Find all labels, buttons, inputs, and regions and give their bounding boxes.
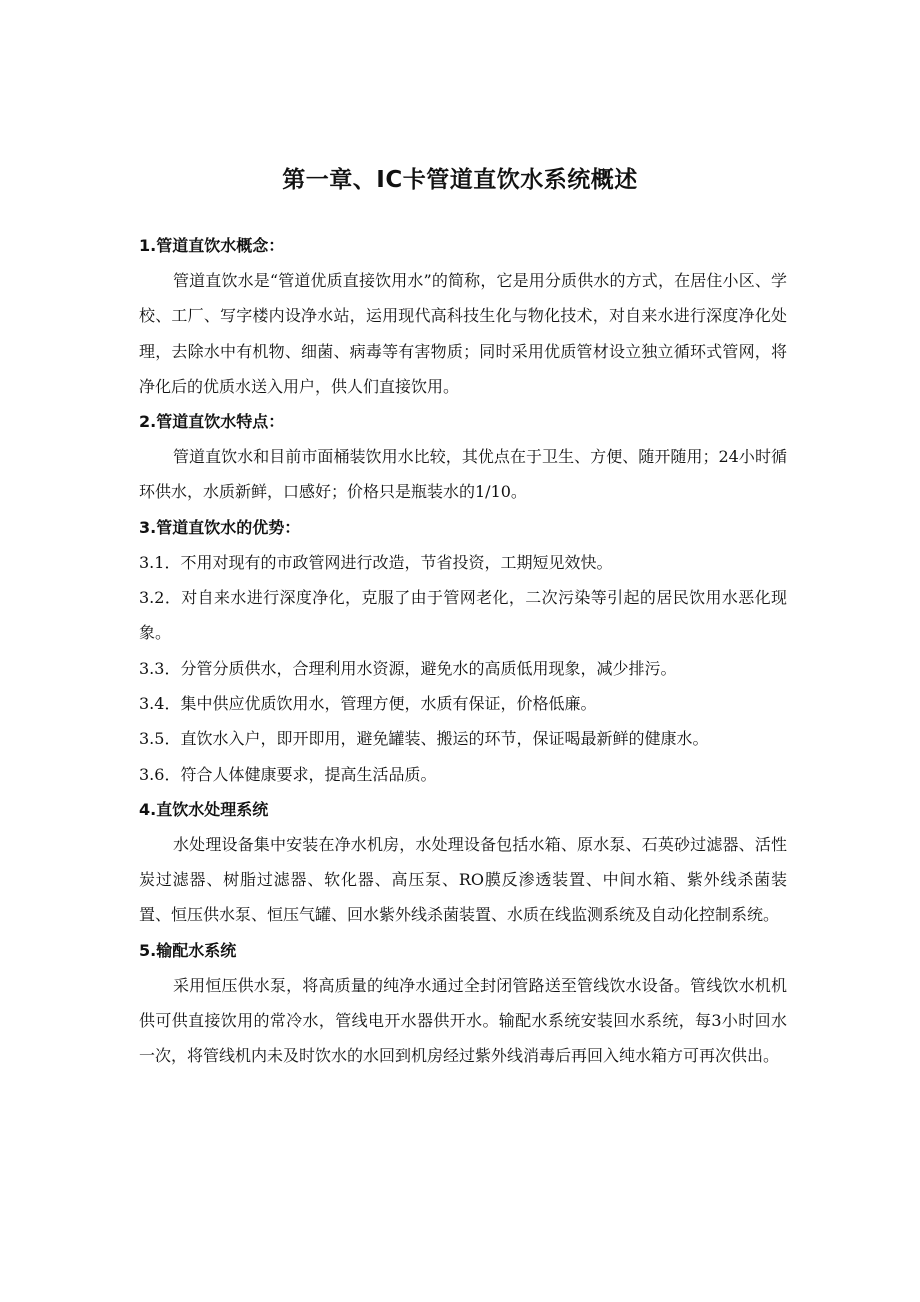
advantage-item: 3.4．集中供应优质饮用水，管理方便，水质有保证，价格低廉。 (139, 693, 597, 713)
advantage-item: 3.3．分管分质供水，合理利用水资源，避免水的高质低用现象，减少排污。 (139, 658, 677, 678)
advantage-item: 3.5．直饮水入户，即开即用，避免罐装、搬运的环节，保证喝最新鲜的健康水。 (139, 729, 709, 749)
advantage-item: 3.1．不用对现有的市政管网进行改造，节省投资，工期短见效快。 (139, 552, 613, 572)
document-body (139, 228, 787, 1074)
section-paragraph-treatment: 水处理设备集中安装在净水机房，水处理设备包括水箱、原水泵、石英砂过滤器、活性炭过滤器、树脂过滤器、软化器、高压泵、RO膜反渗透装置、中间水箱、紫外线杀菌装置、恒压供水泵、恒压气罐、回水紫外线杀菌装置、水质在线监测系统及自动化控制系统。 (139, 834, 787, 925)
advantage-item: 3.6．符合人体健康要求，提高生活品质。 (139, 764, 437, 784)
section-paragraph-concept: 管道直饮水是“管道优质直接饮用水”的简称，它是用分质供水的方式，在居住小区、学校、工厂、写字楼内设净水站，运用现代高科技生化与物化技术，对自来水进行深度净化处理，去除水中有机物、细菌、病毒等有害物质；同时采用优质管材设立独立循环式管网，将净化后的优质水送入用户，供人们直接饮用。 (139, 271, 787, 396)
chapter-title: 第一章、IC卡管道直饮水系统概述 (282, 167, 638, 193)
section-heading-treatment: 4.直饮水处理系统 (139, 799, 269, 819)
section-heading-features: 2.管道直饮水特点： (139, 412, 285, 432)
section-heading-distribution: 5.输配水系统 (139, 940, 237, 960)
advantage-item: 3.2．对自来水进行深度净化，克服了由于管网老化，二次污染等引起的居民饮用水恶化现象。 (139, 588, 787, 643)
section-heading-concept: 1.管道直饮水概念： (139, 236, 285, 255)
section-paragraph-distribution: 采用恒压供水泵，将高质量的纯净水通过全封闭管路送至管线饮水设备。管线饮水机机供可供直接饮用的常冷水，管线电开水器供开水。输配水系统安装回水系统，每3小时回水一次，将管线机内未及时饮水的水回到机房经过紫外线消毒后再回入纯水箱方可再次供出。 (139, 975, 787, 1066)
section-heading-advantages: 3.管道直饮水的优势： (139, 517, 301, 537)
section-paragraph-features: 管道直饮水和目前市面桶装饮用水比较，其优点在于卫生、方便、随开随用；24小时循环供水，水质新鲜，口感好；价格只是瓶装水的1/10。 (139, 447, 787, 502)
